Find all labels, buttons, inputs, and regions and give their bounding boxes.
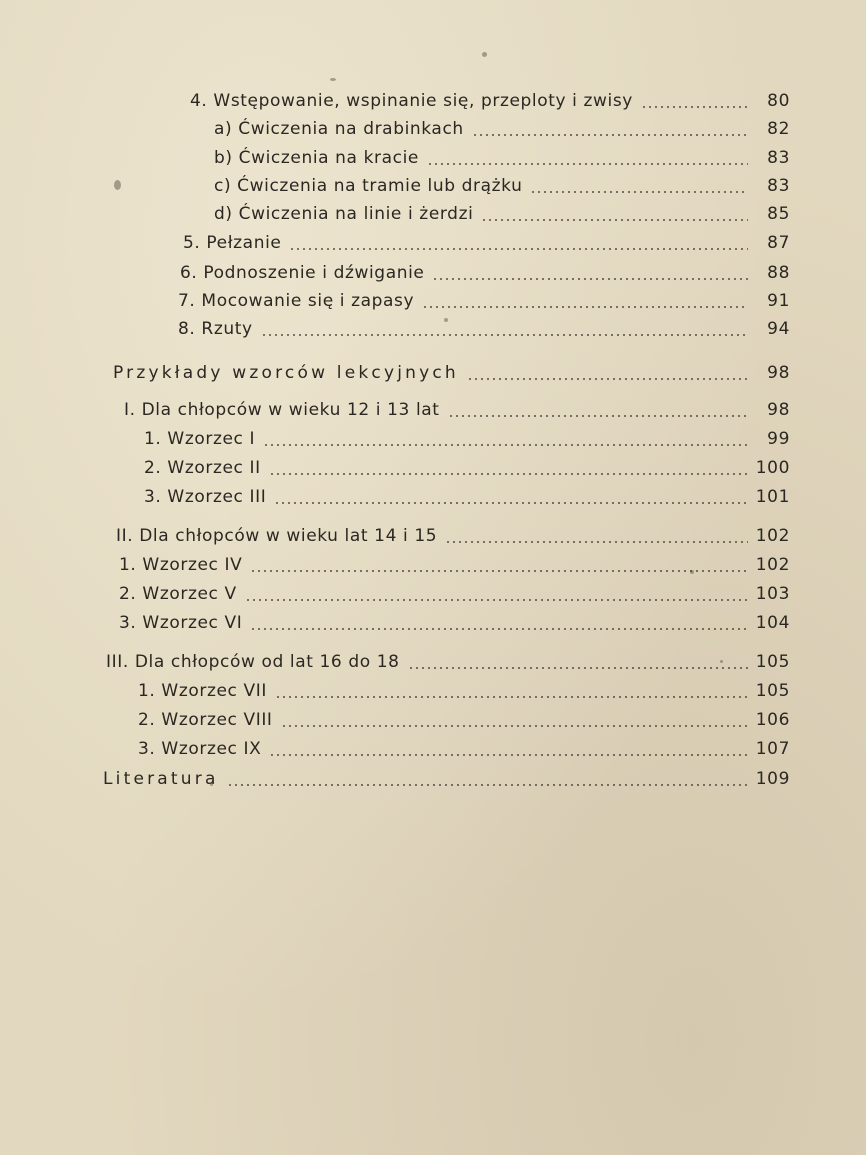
toc-entry-page: 101 — [755, 487, 790, 507]
dot-leader — [641, 106, 748, 108]
toc-entry-page: 103 — [755, 584, 790, 604]
toc-entry — [144, 486, 790, 508]
toc-entry — [183, 232, 790, 254]
toc-entry-title: 5. Pełzanie — [183, 233, 282, 253]
toc-entry-title: d) Ćwiczenia na linie i żerdzi — [214, 204, 474, 224]
toc-entry-page: 98 — [767, 400, 790, 420]
toc-entry-page: 98 — [767, 363, 790, 383]
dot-leader — [281, 725, 748, 727]
toc-entry-title: 4. Wstępowanie, wspinanie się, przeploty i zwisy — [190, 91, 633, 111]
dot-leader — [269, 754, 747, 756]
dot-leader — [408, 667, 748, 669]
dot-leader — [269, 473, 748, 475]
toc-entry — [214, 118, 790, 140]
toc-entry-page: 105 — [755, 681, 790, 701]
toc-entry — [214, 147, 790, 169]
toc-entry-page: 105 — [755, 652, 790, 672]
toc-entry-title: 3. Wzorzec IX — [138, 739, 262, 759]
toc-entry-title: 1. Wzorzec IV — [119, 555, 243, 575]
toc-entry-page: 91 — [767, 291, 790, 311]
toc-entry-title: II. Dla chłopców w wieku lat 14 i 15 — [116, 526, 438, 546]
dot-leader — [530, 191, 748, 193]
toc-entry — [116, 525, 790, 547]
toc-entry-title: 8. Rzuty — [178, 319, 253, 339]
dot-leader — [250, 570, 747, 572]
toc-section-heading — [113, 362, 790, 384]
toc-entry — [119, 612, 790, 634]
dot-leader — [467, 378, 748, 380]
toc-entry-page: 106 — [755, 710, 790, 730]
toc-entry-page: 80 — [767, 91, 790, 111]
dot-leader — [481, 219, 748, 221]
toc-entry — [119, 554, 790, 576]
toc-entry — [138, 738, 790, 760]
toc-entry-title: 6. Podnoszenie i dźwiganie — [180, 263, 425, 283]
toc-entry-page: 99 — [767, 429, 790, 449]
toc-entry — [214, 175, 790, 197]
dot-leader — [289, 248, 748, 250]
toc-entry-page: 85 — [767, 204, 790, 224]
toc-entry — [178, 290, 790, 312]
toc-entry-title: 2. Wzorzec VIII — [138, 710, 273, 730]
dot-leader — [227, 784, 748, 786]
toc-entry — [103, 768, 790, 790]
toc-entry — [119, 583, 790, 605]
toc-entry-page: 109 — [755, 769, 790, 789]
toc-entry-title: Literatura — [103, 769, 219, 789]
dot-leader — [275, 696, 748, 698]
toc-entry-title: 1. Wzorzec VII — [138, 681, 267, 701]
toc-entry-title: 3. Wzorzec III — [144, 487, 267, 507]
toc-entry — [190, 90, 790, 112]
toc-entry — [138, 709, 790, 731]
dot-leader — [250, 628, 747, 630]
toc-entry-page: 94 — [767, 319, 790, 339]
toc-entry-title: Przykłady wzorców lekcyjnych — [113, 363, 459, 383]
toc-entry-title: a) Ćwiczenia na drabinkach — [214, 119, 464, 139]
dot-leader — [472, 134, 748, 136]
dot-leader — [261, 334, 748, 336]
dot-leader — [445, 541, 748, 543]
toc-entry-page: 102 — [755, 526, 790, 546]
toc-entry-title: I. Dla chłopców w wieku 12 i 13 lat — [124, 400, 440, 420]
toc-entry-page: 83 — [767, 176, 790, 196]
dot-leader — [432, 278, 748, 280]
toc-entry-title: b) Ćwiczenia na kracie — [214, 148, 419, 168]
toc-entry — [178, 318, 790, 340]
toc-entry-title: III. Dla chłopców od lat 16 do 18 — [106, 652, 400, 672]
toc-entry — [138, 680, 790, 702]
toc-entry-title: c) Ćwiczenia na tramie lub drążku — [214, 176, 523, 196]
toc-entry — [180, 262, 790, 284]
dot-leader — [245, 599, 748, 601]
dot-leader — [427, 163, 748, 165]
toc-entry-page: 83 — [767, 148, 790, 168]
toc-entry-title: 7. Mocowanie się i zapasy — [178, 291, 415, 311]
toc-entry — [144, 457, 790, 479]
toc-entry-page: 87 — [767, 233, 790, 253]
toc-entry-page: 88 — [767, 263, 790, 283]
toc-entry — [124, 399, 790, 421]
toc-entry-page: 100 — [755, 458, 790, 478]
toc-entry — [106, 651, 790, 673]
dot-leader — [274, 502, 747, 504]
toc-entry-title: 1. Wzorzec I — [144, 429, 256, 449]
toc-entry — [214, 203, 790, 225]
toc-entry-page: 104 — [755, 613, 790, 633]
toc-entry — [144, 428, 790, 450]
toc-entry-page: 102 — [755, 555, 790, 575]
toc-entry-title: 2. Wzorzec V — [119, 584, 237, 604]
toc-entry-title: 2. Wzorzec II — [144, 458, 261, 478]
toc-entry-page: 107 — [755, 739, 790, 759]
dot-leader — [263, 444, 748, 446]
dot-leader — [448, 415, 748, 417]
toc-entry-title: 3. Wzorzec VI — [119, 613, 243, 633]
dot-leader — [422, 306, 748, 308]
toc-entry-page: 82 — [767, 119, 790, 139]
